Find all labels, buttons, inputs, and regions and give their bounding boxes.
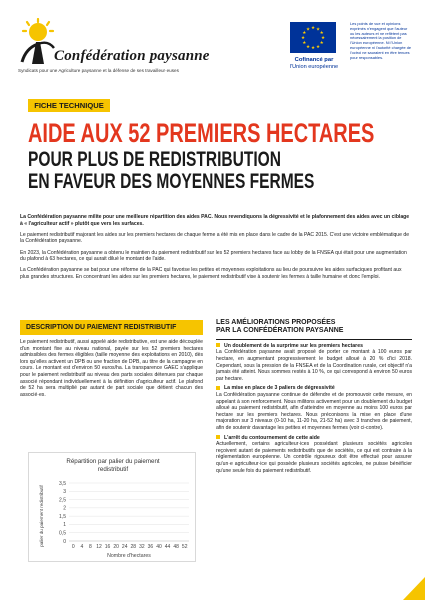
eu-star-icon: ★ xyxy=(305,27,311,33)
eu-star-icon: ★ xyxy=(319,41,324,47)
intro-paragraph: La Confédération paysanne se bat pour une réforme de la PAC qui favorise les petites et moyennes exploitations au lieu de poursuivre les aides surfaciques profitant aux plus grandes structures. En concentrant les aides sur les premiers hectares, le paiement redistributif vise à soutenir les fermes à taille humaine et donc l'emploi. xyxy=(20,267,402,280)
eu-star-icon: ★ xyxy=(315,27,321,33)
chart-x-axis-label: Nombre d'hectares xyxy=(107,553,151,559)
improvements-heading-line-2: PAR LA CONFÉDÉRATION PAYSANNE xyxy=(216,327,344,335)
description-heading: DESCRIPTION DU PAIEMENT REDISTRIBUTIF xyxy=(20,320,203,335)
improvements-heading-line-1: LES AMÉLIORATIONS PROPOSÉES xyxy=(216,319,336,326)
eu-star-icon: ★ xyxy=(305,44,311,50)
chart-title-line: Répartition par palier du paiement xyxy=(66,458,160,465)
chart-y-tick-label: 1 xyxy=(63,522,66,529)
chart-y-tick-label: 3 xyxy=(63,489,66,496)
chart-x-tick-label: 8 xyxy=(89,544,92,550)
chart-x-tick-label: 28 xyxy=(130,544,137,550)
improvement-title xyxy=(216,435,412,442)
redistributive-payment-chart xyxy=(28,452,196,562)
chart-y-tick-label: 0 xyxy=(63,538,66,545)
eu-star-icon: ★ xyxy=(300,36,306,42)
eu-star-icon: ★ xyxy=(319,31,324,37)
improvements-section xyxy=(216,319,412,477)
eu-disclaimer: Les points de vue et opinions exprimés n'engagent que l'auteur ou les auteurs et ne reflètent pas nécessairement la position de l'Union européenne. Ni l'Union européenne ni l'autorité chargée de l'octroi ne sauraient en être tenues pour responsables. xyxy=(350,21,412,60)
yellow-square-bullet-icon xyxy=(216,386,220,390)
eu-star-icon: ★ xyxy=(302,41,307,47)
eu-star-icon: ★ xyxy=(320,36,326,42)
chart-x-tick-label: 16 xyxy=(104,544,111,550)
improvement-item xyxy=(216,435,412,475)
chart-y-axis-label: palier du paiement redistributif xyxy=(39,485,44,547)
eu-star-icon: ★ xyxy=(310,46,316,52)
yellow-corner-decoration xyxy=(403,577,425,600)
improvement-text: La Confédération paysanne avait proposé de porter ce montant à 100 euros par hectare, en augmentant progressivement le budget alloué à 20 % d'ici 2018. Cependant, sous la pression de la FNSEA et de la Coordination rurale, cet objectif n'a jamais été atteint. Nous sommes restés à 10 %, ce qui correspond à environ 50 euros par hectare. xyxy=(216,349,412,382)
chart-x-tick-label: 20 xyxy=(113,544,119,550)
document-type-badge: FICHE TECHNIQUE xyxy=(28,99,110,112)
intro-section xyxy=(20,214,410,285)
improvement-title-text: Un doublement de la surprime sur les premiers hectares xyxy=(224,342,363,349)
chart-y-tick-label: 3,5 xyxy=(59,480,66,487)
improvement-title-text: La mise en place de 3 paliers de dégressivité xyxy=(224,385,335,392)
chart-x-tick-label: 12 xyxy=(96,544,102,550)
yellow-square-bullet-icon xyxy=(216,343,220,347)
yellow-square-bullet-icon xyxy=(216,435,220,439)
chart-x-tick-label: 24 xyxy=(121,544,128,550)
improvement-title xyxy=(216,385,412,392)
improvement-title-text: L'arrêt du contournement de cette aide xyxy=(224,434,320,441)
chart-x-tick-label: 44 xyxy=(164,544,171,550)
chart-x-tick-label: 4 xyxy=(80,544,84,550)
eu-cofunding-block xyxy=(282,22,412,82)
improvement-text: Actuellement, certains agriculteur·ices possédant plusieurs sociétés agricoles reçoivent autant de paiements redistributifs que de sociétés, ce qui est contraire à la réglementation européenne. Un contrôle rigoureux doit être effectué pour assurer qu'un·e agriculteur·ice qui possède plusieurs sociétés agricoles, ne puisse bénéficier qu'une seule fois du paiement redistributif. xyxy=(216,441,412,474)
page-subtitle-line-1: POUR PLUS DE REDISTRIBUTION xyxy=(28,148,281,171)
improvements-heading xyxy=(216,319,412,340)
description-text: Le paiement redistributif, aussi appelé aide redistributive, est une aide découplée d'un montant fixe au niveau national, payée sur les 52 premiers hectares admissibles des fermes éligibles (taille moyenne des exploitations en 2010), dès lors qu'elles activent un DPB ou une fraction de DPB, au titre de la campagne en cours. Le montant est d'environ 50 euros/ha. La transparence GAEC s'applique pour le paiement redistributif au niveau des parts sociales détenues par chaque associé répondant individuellement à la définition d'agriculteur actif. Le plafond de 52 ha sera multiplié par autant de part sociale que détient chacun des associé·es. xyxy=(20,339,203,398)
chart-canvas xyxy=(29,453,197,563)
chart-x-tick-label: 40 xyxy=(156,544,162,550)
page-subtitle-line-2: EN FAVEUR DES MOYENNES FERMES xyxy=(28,170,315,193)
intro-paragraph: Le paiement redistributif majorant les aides sur les premiers hectares de chaque ferme a été mis en place dans le cadre de la PAC 2015. C'est une victoire emblématique de la Confédération paysanne. xyxy=(20,231,410,245)
sunflower-logo-icon xyxy=(18,18,58,66)
eu-cofunding-label xyxy=(282,57,346,71)
organization-tagline: Syndicats pour une Agriculture paysanne et la défense de ses travailleur·euses xyxy=(18,68,179,73)
intro-paragraph: La Confédération paysanne milite pour une meilleure répartition des aides PAC. Nous revendiquons la dégressivité et le plafonnement des aides avec un ciblage à « l'agriculteur actif » plutôt que vers les surfaces. xyxy=(20,214,410,227)
improvement-text: La Confédération paysanne continue de défendre et de promouvoir cette mesure, en appelant à son renforcement. Nous militons activement pour un doublement du budget alloué au paiement redistributif, afin d'atteindre en moyenne au moins 100 euros par hectare sur les premiers hectares. Nous préconisons la mise en place d'une majoration sur 3 niveaux (0-10 ha, 11-20 ha, 21-52 ha) avec 3 tranches de paiement, afin de soutenir davantage les petites et moyennes fermes (voir ci-contre). xyxy=(216,391,412,431)
improvement-item xyxy=(216,343,412,383)
eu-star-icon: ★ xyxy=(315,44,321,50)
chart-x-tick-label: 48 xyxy=(173,544,179,550)
chart-y-tick-label: 0,5 xyxy=(59,530,66,537)
chart-y-tick-label: 2 xyxy=(63,505,66,512)
eu-union-text: l'Union européenne xyxy=(289,64,339,70)
chart-y-tick-label: 2,5 xyxy=(59,497,66,504)
description-section xyxy=(20,320,203,398)
chart-y-tick-label: 1,5 xyxy=(59,513,66,520)
eu-flag-icon xyxy=(290,22,336,53)
page-title: AIDE AUX 52 PREMIERS HECTARES xyxy=(28,118,375,148)
chart-x-tick-label: 0 xyxy=(71,544,75,550)
chart-x-tick-label: 36 xyxy=(147,544,154,550)
chart-x-tick-label: 52 xyxy=(181,544,188,550)
organization-name: Confédération paysanne xyxy=(54,48,210,64)
eu-star-icon: ★ xyxy=(310,26,316,32)
chart-title-line: redistributif xyxy=(97,466,129,473)
organization-logo xyxy=(18,18,228,78)
improvement-title xyxy=(216,343,412,350)
improvement-item xyxy=(216,385,412,431)
eu-cofunded-text: Cofinancé par xyxy=(294,57,334,63)
intro-paragraph: En 2023, la Confédération paysanne a obtenu le maintien du paiement redistributif sur les 52 premiers hectares face au lobby de la FNSEA qui était pour une augmentation du plafond à 63 hectares, ce qui aurait dilué le montant de l'aide. xyxy=(20,249,407,263)
chart-x-tick-label: 32 xyxy=(139,544,145,550)
eu-star-icon: ★ xyxy=(302,31,307,37)
